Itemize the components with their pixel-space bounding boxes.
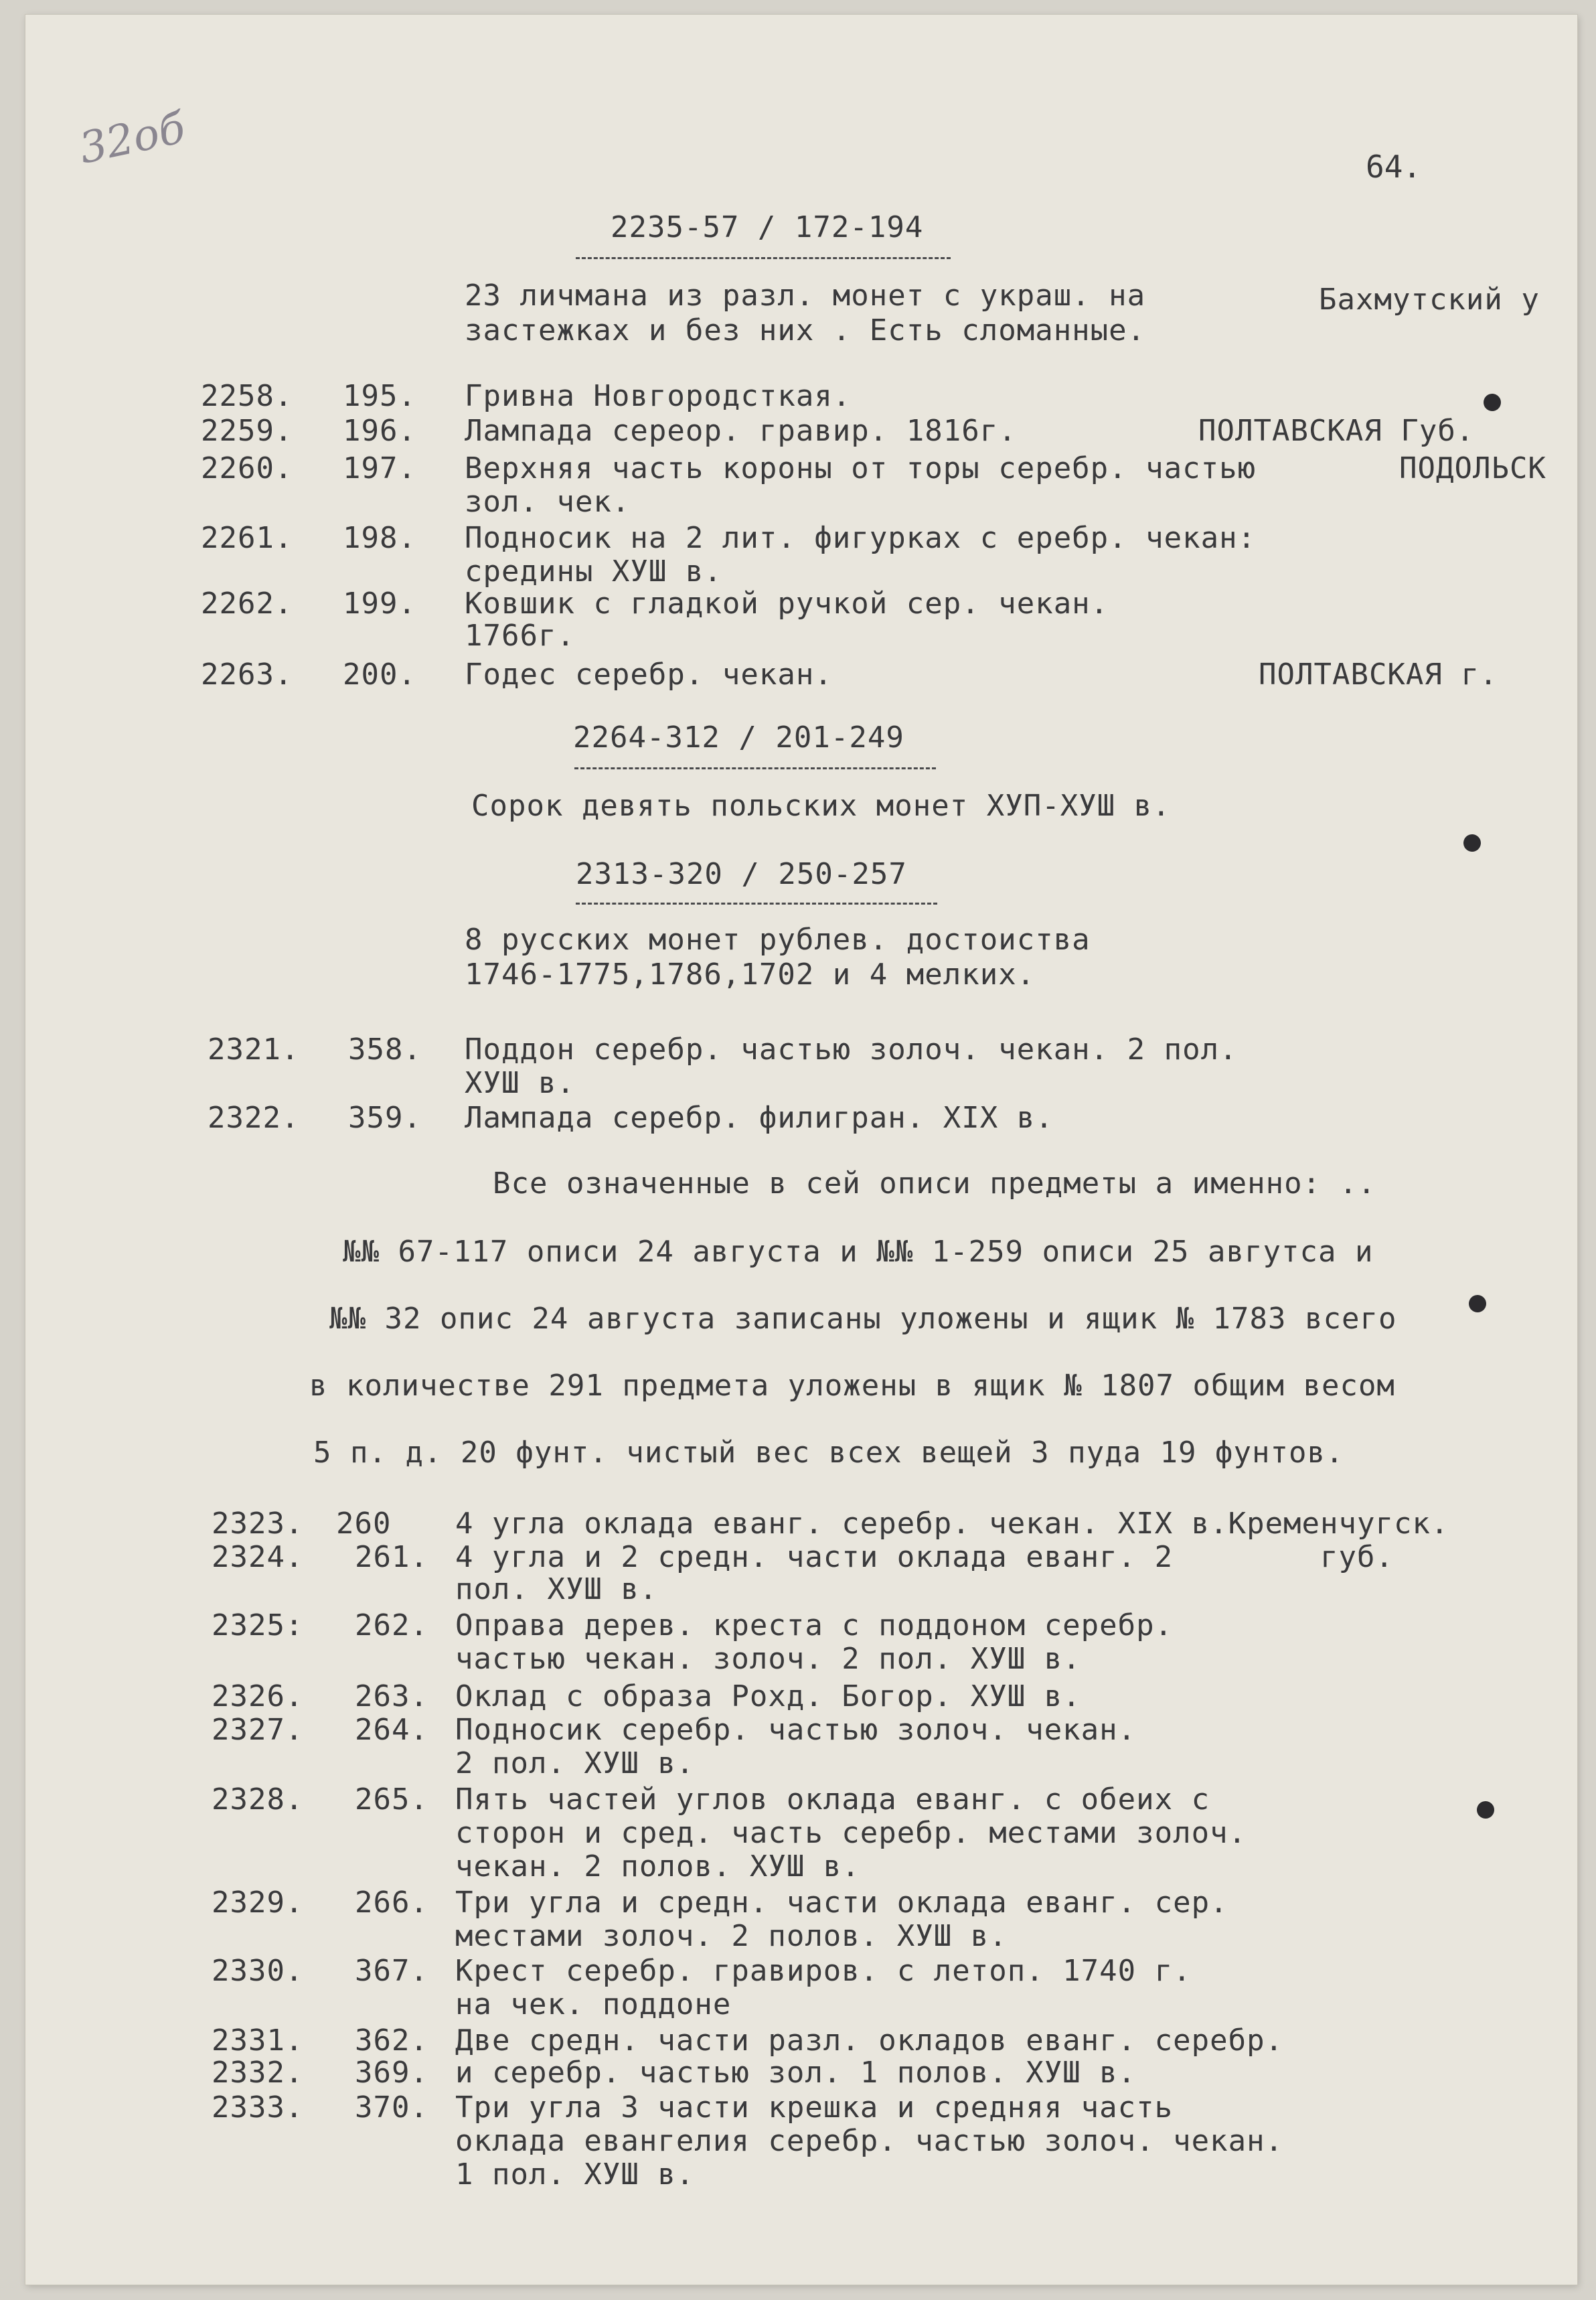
item-description: Оправа дерев. креста с поддоном серебр. — [455, 1608, 1174, 1642]
section-text-2: Сорок девять польских монет ХУП-ХУШ в. — [471, 789, 1171, 823]
item-list-number: 197. — [343, 451, 416, 485]
item-list-number: 369. — [355, 2056, 428, 2090]
item-inv-number: 2324. — [212, 1540, 304, 1574]
item-inv-number: 2331. — [212, 2023, 304, 2058]
item-list-number: 263. — [355, 1679, 428, 1713]
section-divider-2 — [574, 767, 936, 769]
item-inv-number: 2259. — [201, 414, 293, 448]
statement-line: №№ 67-117 описи 24 августа и №№ 1-259 описи 25 авгутса и — [343, 1235, 1374, 1269]
item-list-number: 198. — [343, 521, 416, 555]
item-description: Пять частей углов оклада еванг. с обеих с — [455, 1782, 1210, 1817]
item-description: Верхняя часть короны от торы серебр. частью — [465, 451, 1257, 485]
item-description: Годес серебр. чекан. — [465, 658, 833, 692]
section-text-3b: 1746-1775,1786,1702 и 4 мелких. — [465, 957, 1036, 992]
item-description-cont: частью чекан. золоч. 2 пол. ХУШ в. — [455, 1642, 1081, 1676]
item-description-cont: зол. чек. — [465, 485, 631, 519]
item-list-number: 200. — [343, 658, 416, 692]
item-inv-number: 2260. — [201, 451, 293, 485]
item-list-number: 359. — [348, 1101, 422, 1135]
statement-line: №№ 32 опис 24 августа записаны уложены и ящик № 1783 всего — [329, 1302, 1397, 1336]
item-description-cont: сторон и сред. часть серебр. местами золоч. — [455, 1816, 1247, 1850]
archive-folio-mark: 32об — [75, 103, 189, 174]
item-description-cont: средины ХУШ в. — [465, 554, 722, 589]
item-inv-number: 2262. — [201, 587, 293, 621]
statement-line: Все означенные в сей описи предметы а именно: .. — [493, 1166, 1376, 1201]
item-list-number: 367. — [355, 1954, 428, 1988]
item-description-cont: ХУШ в. — [465, 1066, 575, 1100]
item-inv-number: 2326. — [212, 1679, 304, 1713]
item-description-cont: чекан. 2 полов. ХУШ в. — [455, 1849, 860, 1884]
item-description: Гривна Новгородсткая. — [465, 379, 852, 413]
item-list-number: 358. — [348, 1032, 422, 1067]
item-inv-number: 2258. — [201, 379, 293, 413]
section-divider-3 — [576, 903, 937, 905]
item-inv-number: 2325: — [212, 1608, 304, 1642]
item-list-number: 260 — [336, 1507, 392, 1541]
item-list-number: 264. — [355, 1713, 428, 1747]
item-description: Три угла и средн. части оклада еванг. сер. — [455, 1886, 1228, 1920]
item-description-cont: пол. ХУШ в. — [455, 1572, 658, 1606]
item-description: Две средн. части разл. окладов еванг. серебр. — [455, 2023, 1284, 2058]
item-description: Лампада серебр. филигран. XIX в. — [465, 1101, 1054, 1135]
item-description: Крест серебр. гравиров. с летоп. 1740 г. — [455, 1954, 1192, 1988]
item-region: ПОЛТАВСКАЯ Губ. — [1198, 414, 1475, 448]
statement-line: в количестве 291 предмета уложены в ящик № 1807 общим весом — [309, 1369, 1395, 1403]
item-description-cont: на чек. поддоне — [455, 1987, 732, 2021]
statement-line: 5 п. д. 20 фунт. чистый вес всех вещей 3 пуда 19 фунтов. — [313, 1436, 1344, 1470]
item-list-number: 262. — [355, 1608, 428, 1642]
item-inv-number: 2263. — [201, 658, 293, 692]
item-list-number: 199. — [343, 587, 416, 621]
item-region: ПОЛТАВСКАЯ г. — [1259, 658, 1498, 692]
section-region-1: Бахмутский у — [1319, 283, 1540, 317]
item-description: Поддон серебр. частью золоч. чекан. 2 пол. — [465, 1032, 1238, 1067]
page-number: 64. — [1366, 149, 1422, 185]
item-description: Три угла 3 части крешка и средняя часть — [455, 2090, 1174, 2125]
section-text-1b: застежках и без них . Есть сломанные. — [465, 313, 1146, 348]
item-list-number: 266. — [355, 1886, 428, 1920]
item-list-number: 370. — [355, 2090, 428, 2125]
item-inv-number: 2328. — [212, 1782, 304, 1817]
item-list-number: 265. — [355, 1782, 428, 1817]
item-region: ПОДОЛЬСК — [1399, 451, 1546, 485]
item-inv-number: 2333. — [212, 2090, 304, 2125]
item-inv-number: 2332. — [212, 2056, 304, 2090]
item-inv-number: 2327. — [212, 1713, 304, 1747]
section-header-1: 2235-57 / 172-194 — [611, 210, 924, 244]
item-list-number: 195. — [343, 379, 416, 413]
item-description: Подносик на 2 лит. фигурках с еребр. чекан: — [465, 521, 1257, 555]
item-inv-number: 2330. — [212, 1954, 304, 1988]
section-header-2: 2264-312 / 201-249 — [573, 720, 904, 755]
section-divider-1 — [576, 257, 951, 259]
item-inv-number: 2323. — [212, 1507, 304, 1541]
item-description: Подносик серебр. частью золоч. чекан. — [455, 1713, 1137, 1747]
item-description-cont: оклада евангелия серебр. частью золоч. чекан. — [455, 2124, 1284, 2158]
item-description: 4 угла и 2 средн. части оклада еванг. 2 губ. — [455, 1540, 1394, 1574]
item-description: Лампада сереор. гравир. 1816г. — [465, 414, 1017, 448]
item-list-number: 196. — [343, 414, 416, 448]
item-list-number: 362. — [355, 2023, 428, 2058]
item-list-number: 261. — [355, 1540, 428, 1574]
item-inv-number: 2329. — [212, 1886, 304, 1920]
item-inv-number: 2321. — [208, 1032, 300, 1067]
section-text-3a: 8 русских монет рублев. достоиства — [465, 923, 1091, 957]
item-inv-number: 2322. — [208, 1101, 300, 1135]
item-description-cont: 1766г. — [465, 619, 575, 653]
item-description: 4 угла оклада еванг. серебр. чекан. XIX в.Кременчугск. — [455, 1507, 1449, 1541]
item-description: Ковшик с гладкой ручкой сер. чекан. — [465, 587, 1109, 621]
section-header-3: 2313-320 / 250-257 — [576, 857, 907, 891]
section-text-1a: 23 личмана из разл. монет с украш. на — [465, 279, 1146, 313]
item-description-cont: 2 пол. ХУШ в. — [455, 1746, 695, 1780]
item-description: и серебр. частью зол. 1 полов. ХУШ в. — [455, 2056, 1137, 2090]
item-description-cont: местами золоч. 2 полов. ХУШ в. — [455, 1919, 1008, 1953]
item-inv-number: 2261. — [201, 521, 293, 555]
item-description-cont: 1 пол. ХУШ в. — [455, 2157, 695, 2192]
item-description: Оклад с образа Рохд. Богор. ХУШ в. — [455, 1679, 1081, 1713]
